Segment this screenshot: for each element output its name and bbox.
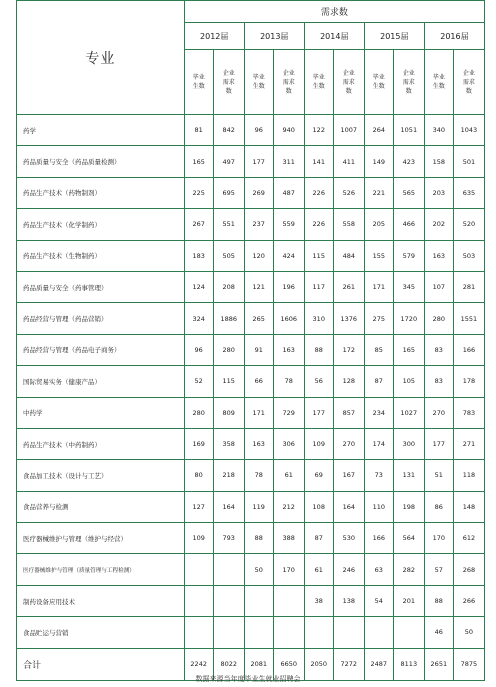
graduates-cell: 270 bbox=[424, 397, 453, 428]
table-row bbox=[17, 428, 485, 459]
graduates-cell: 38 bbox=[304, 585, 333, 616]
demand-cell: 1720 bbox=[393, 303, 424, 334]
demand-cell: 208 bbox=[213, 271, 244, 302]
major-cell: 国际贸易实务（健康产品） bbox=[17, 366, 185, 397]
table-row bbox=[17, 523, 485, 554]
demand-cell: 484 bbox=[333, 240, 364, 271]
graduates-cell: 115 bbox=[304, 240, 333, 271]
demand-cell: 311 bbox=[273, 146, 304, 177]
graduates-cell: 280 bbox=[184, 397, 213, 428]
graduates-cell: 169 bbox=[184, 428, 213, 459]
graduates-cell: 310 bbox=[304, 303, 333, 334]
graduates-cell: 117 bbox=[304, 271, 333, 302]
demand-cell: 198 bbox=[393, 491, 424, 522]
graduates-cell: 61 bbox=[304, 554, 333, 585]
demand-cell: 1051 bbox=[393, 115, 424, 146]
graduates-cell bbox=[304, 617, 333, 648]
major-header: 专业 bbox=[17, 1, 185, 115]
graduates-cell: 2050 bbox=[304, 648, 333, 680]
graduates-cell: 171 bbox=[364, 271, 393, 302]
demand-cell: 212 bbox=[273, 491, 304, 522]
demand-cell: 78 bbox=[273, 366, 304, 397]
graduates-cell: 203 bbox=[424, 177, 453, 208]
table-row bbox=[17, 115, 485, 146]
graduates-cell bbox=[364, 617, 393, 648]
demand-cell: 559 bbox=[273, 209, 304, 240]
graduates-cell: 54 bbox=[364, 585, 393, 616]
major-cell: 药学 bbox=[17, 115, 185, 146]
demand-cell: 857 bbox=[333, 397, 364, 428]
graduates-cell bbox=[244, 617, 273, 648]
graduates-cell: 165 bbox=[184, 146, 213, 177]
graduates-cell: 234 bbox=[364, 397, 393, 428]
graduates-cell: 46 bbox=[424, 617, 453, 648]
major-cell: 医疗器械维护与管理（维护与经营） bbox=[17, 523, 185, 554]
demand-cell: 196 bbox=[273, 271, 304, 302]
company-demand-header: 企业 需求 数 bbox=[453, 50, 484, 115]
demand-cell: 266 bbox=[453, 585, 484, 616]
year-header: 2012届 bbox=[184, 23, 244, 50]
company-demand-header: 企业 需求 数 bbox=[333, 50, 364, 115]
year-header: 2015届 bbox=[364, 23, 424, 50]
graduates-cell: 88 bbox=[304, 334, 333, 365]
graduates-cell: 226 bbox=[304, 177, 333, 208]
demand-cell: 201 bbox=[393, 585, 424, 616]
demand-cell: 280 bbox=[213, 334, 244, 365]
demand-cell: 270 bbox=[333, 428, 364, 459]
demand-cell: 218 bbox=[213, 460, 244, 491]
demand-cell: 164 bbox=[333, 491, 364, 522]
demand-cell: 261 bbox=[333, 271, 364, 302]
year-header: 2016届 bbox=[424, 23, 484, 50]
graduates-cell: 171 bbox=[244, 397, 273, 428]
demand-cell: 167 bbox=[333, 460, 364, 491]
graduates-cell: 2242 bbox=[184, 648, 213, 680]
demand-cell: 172 bbox=[333, 334, 364, 365]
demand-cell: 6650 bbox=[273, 648, 304, 680]
demand-cell: 501 bbox=[453, 146, 484, 177]
graduates-cell: 85 bbox=[364, 334, 393, 365]
demand-cell: 281 bbox=[453, 271, 484, 302]
demand-cell: 118 bbox=[453, 460, 484, 491]
graduates-cell: 166 bbox=[364, 523, 393, 554]
graduates-cell: 69 bbox=[304, 460, 333, 491]
graduates-cell bbox=[184, 585, 213, 616]
graduates-cell: 183 bbox=[184, 240, 213, 271]
graduates-cell: 107 bbox=[424, 271, 453, 302]
demand-cell: 565 bbox=[393, 177, 424, 208]
demand-cell: 7875 bbox=[453, 648, 484, 680]
graduates-cell bbox=[184, 554, 213, 585]
major-cell: 医疗器械维护与管理（质量管理与工程检测） bbox=[17, 554, 185, 585]
demand-cell: 487 bbox=[273, 177, 304, 208]
demand-cell: 612 bbox=[453, 523, 484, 554]
graduates-cell: 221 bbox=[364, 177, 393, 208]
demand-cell: 579 bbox=[393, 240, 424, 271]
graduates-header: 毕业 生数 bbox=[184, 50, 213, 115]
graduates-cell: 83 bbox=[424, 366, 453, 397]
demand-cell: 635 bbox=[453, 177, 484, 208]
graduates-cell: 267 bbox=[184, 209, 213, 240]
table-row bbox=[17, 554, 485, 585]
demand-cell bbox=[393, 617, 424, 648]
demand-cell: 8022 bbox=[213, 648, 244, 680]
demand-cell: 7272 bbox=[333, 648, 364, 680]
demand-cell: 300 bbox=[393, 428, 424, 459]
company-demand-header: 企业 需求 数 bbox=[213, 50, 244, 115]
demand-cell: 695 bbox=[213, 177, 244, 208]
graduates-cell: 56 bbox=[304, 366, 333, 397]
demand-cell: 520 bbox=[453, 209, 484, 240]
graduates-cell: 170 bbox=[424, 523, 453, 554]
demand-cell: 148 bbox=[453, 491, 484, 522]
demand-cell: 61 bbox=[273, 460, 304, 491]
table-row bbox=[17, 460, 485, 491]
demand-cell: 1027 bbox=[393, 397, 424, 428]
major-cell: 药品经营与管理（药品电子商务） bbox=[17, 334, 185, 365]
demand-cell: 505 bbox=[213, 240, 244, 271]
demand-cell: 8113 bbox=[393, 648, 424, 680]
graduates-cell: 177 bbox=[424, 428, 453, 459]
source-caption: 数据来源当年度毕业生就业招聘会 bbox=[195, 675, 301, 683]
demand-cell: 268 bbox=[453, 554, 484, 585]
graduates-cell: 121 bbox=[244, 271, 273, 302]
graduates-cell: 264 bbox=[364, 115, 393, 146]
demand-cell: 1007 bbox=[333, 115, 364, 146]
graduates-cell: 149 bbox=[364, 146, 393, 177]
graduates-cell: 324 bbox=[184, 303, 213, 334]
table-row bbox=[17, 303, 485, 334]
demand-cell: 138 bbox=[333, 585, 364, 616]
table-row bbox=[17, 240, 485, 271]
demand-cell bbox=[213, 585, 244, 616]
demand-cell: 423 bbox=[393, 146, 424, 177]
graduates-cell: 78 bbox=[244, 460, 273, 491]
demand-cell bbox=[273, 617, 304, 648]
demand-cell: 783 bbox=[453, 397, 484, 428]
demand-cell bbox=[273, 585, 304, 616]
graduates-cell: 269 bbox=[244, 177, 273, 208]
graduates-cell: 83 bbox=[424, 334, 453, 365]
graduates-cell: 124 bbox=[184, 271, 213, 302]
demand-cell: 1043 bbox=[453, 115, 484, 146]
demand-cell: 564 bbox=[393, 523, 424, 554]
graduates-cell: 66 bbox=[244, 366, 273, 397]
demand-cell: 729 bbox=[273, 397, 304, 428]
demand-cell: 271 bbox=[453, 428, 484, 459]
demand-cell: 358 bbox=[213, 428, 244, 459]
graduates-cell: 155 bbox=[364, 240, 393, 271]
graduates-cell: 174 bbox=[364, 428, 393, 459]
demand-cell: 940 bbox=[273, 115, 304, 146]
year-header: 2013届 bbox=[244, 23, 304, 50]
graduates-cell: 237 bbox=[244, 209, 273, 240]
graduates-cell: 52 bbox=[184, 366, 213, 397]
graduates-cell: 50 bbox=[244, 554, 273, 585]
demand-cell: 497 bbox=[213, 146, 244, 177]
demand-cell: 170 bbox=[273, 554, 304, 585]
graduates-cell: 88 bbox=[244, 523, 273, 554]
major-cell: 食品营养与检测 bbox=[17, 491, 185, 522]
year-header: 2014届 bbox=[304, 23, 364, 50]
graduates-cell: 280 bbox=[424, 303, 453, 334]
demand-cell: 1606 bbox=[273, 303, 304, 334]
graduates-cell: 226 bbox=[304, 209, 333, 240]
graduates-cell: 88 bbox=[424, 585, 453, 616]
demand-cell: 50 bbox=[453, 617, 484, 648]
graduates-cell: 163 bbox=[424, 240, 453, 271]
graduates-cell: 122 bbox=[304, 115, 333, 146]
major-cell: 药品生产技术（中药制药） bbox=[17, 428, 185, 459]
major-cell: 食品加工技术（设计与工艺） bbox=[17, 460, 185, 491]
graduates-cell: 51 bbox=[424, 460, 453, 491]
demand-cell bbox=[213, 554, 244, 585]
demand-cell: 793 bbox=[213, 523, 244, 554]
graduates-cell: 81 bbox=[184, 115, 213, 146]
demand-cell bbox=[213, 617, 244, 648]
table-row bbox=[17, 397, 485, 428]
major-cell: 药品质量与安全（药品质量检测） bbox=[17, 146, 185, 177]
graduates-cell: 110 bbox=[364, 491, 393, 522]
graduates-cell: 177 bbox=[304, 397, 333, 428]
graduates-header: 毕业 生数 bbox=[364, 50, 393, 115]
graduates-header: 毕业 生数 bbox=[244, 50, 273, 115]
graduates-cell: 177 bbox=[244, 146, 273, 177]
demand-cell: 411 bbox=[333, 146, 364, 177]
demand-cell: 105 bbox=[393, 366, 424, 397]
demand-cell: 165 bbox=[393, 334, 424, 365]
graduates-cell bbox=[184, 617, 213, 648]
demand-cell: 503 bbox=[453, 240, 484, 271]
demand-cell: 166 bbox=[453, 334, 484, 365]
graduates-cell: 265 bbox=[244, 303, 273, 334]
major-cell: 药品生产技术（生物制药） bbox=[17, 240, 185, 271]
demand-cell: 1886 bbox=[213, 303, 244, 334]
graduates-cell: 340 bbox=[424, 115, 453, 146]
demand-cell: 842 bbox=[213, 115, 244, 146]
demand-cell: 388 bbox=[273, 523, 304, 554]
demand-cell: 809 bbox=[213, 397, 244, 428]
demand-cell: 424 bbox=[273, 240, 304, 271]
major-cell: 药品经营与管理（药品营销） bbox=[17, 303, 185, 334]
graduates-cell: 63 bbox=[364, 554, 393, 585]
graduates-cell: 96 bbox=[184, 334, 213, 365]
graduates-cell: 73 bbox=[364, 460, 393, 491]
major-cell: 合计 bbox=[17, 648, 185, 680]
demand-cell: 246 bbox=[333, 554, 364, 585]
major-cell: 药品生产技术（化学制药） bbox=[17, 209, 185, 240]
table-row bbox=[17, 334, 485, 365]
major-cell: 食品贮运与营销 bbox=[17, 617, 185, 648]
graduates-cell: 96 bbox=[244, 115, 273, 146]
graduates-cell: 109 bbox=[304, 428, 333, 459]
demand-cell: 282 bbox=[393, 554, 424, 585]
graduates-cell: 163 bbox=[244, 428, 273, 459]
demand-cell: 551 bbox=[213, 209, 244, 240]
demand-cell: 306 bbox=[273, 428, 304, 459]
demand-cell: 466 bbox=[393, 209, 424, 240]
demand-table bbox=[16, 0, 485, 681]
graduates-cell: 109 bbox=[184, 523, 213, 554]
graduates-header: 毕业 生数 bbox=[304, 50, 333, 115]
table-row bbox=[17, 271, 485, 302]
demand-cell: 128 bbox=[333, 366, 364, 397]
demand-cell bbox=[333, 617, 364, 648]
graduates-cell: 87 bbox=[304, 523, 333, 554]
graduates-header: 毕业 生数 bbox=[424, 50, 453, 115]
demand-cell: 345 bbox=[393, 271, 424, 302]
demand-cell: 164 bbox=[213, 491, 244, 522]
demand-cell: 1551 bbox=[453, 303, 484, 334]
company-demand-header: 企业 需求 数 bbox=[393, 50, 424, 115]
demand-cell: 526 bbox=[333, 177, 364, 208]
graduates-cell: 119 bbox=[244, 491, 273, 522]
graduates-cell: 2487 bbox=[364, 648, 393, 680]
graduates-cell: 80 bbox=[184, 460, 213, 491]
table-row bbox=[17, 585, 485, 616]
graduates-cell bbox=[244, 585, 273, 616]
major-cell: 制药设备应用技术 bbox=[17, 585, 185, 616]
table-row bbox=[17, 366, 485, 397]
graduates-cell: 91 bbox=[244, 334, 273, 365]
major-cell: 药品生产技术（药物制剂） bbox=[17, 177, 185, 208]
demand-cell: 163 bbox=[273, 334, 304, 365]
table-row bbox=[17, 177, 485, 208]
demand-cell: 178 bbox=[453, 366, 484, 397]
table-row bbox=[17, 209, 485, 240]
demand-header: 需求数 bbox=[184, 1, 484, 23]
company-demand-header: 企业 需求 数 bbox=[273, 50, 304, 115]
graduates-cell: 87 bbox=[364, 366, 393, 397]
graduates-cell: 108 bbox=[304, 491, 333, 522]
major-cell: 中药学 bbox=[17, 397, 185, 428]
graduates-cell: 225 bbox=[184, 177, 213, 208]
demand-cell: 530 bbox=[333, 523, 364, 554]
table-row bbox=[17, 491, 485, 522]
graduates-cell: 141 bbox=[304, 146, 333, 177]
graduates-cell: 2081 bbox=[244, 648, 273, 680]
major-cell: 药品质量与安全（药事管理） bbox=[17, 271, 185, 302]
graduates-cell: 275 bbox=[364, 303, 393, 334]
demand-cell: 131 bbox=[393, 460, 424, 491]
graduates-cell: 202 bbox=[424, 209, 453, 240]
graduates-cell: 120 bbox=[244, 240, 273, 271]
table-row bbox=[17, 146, 485, 177]
graduates-cell: 127 bbox=[184, 491, 213, 522]
demand-cell: 558 bbox=[333, 209, 364, 240]
demand-cell: 115 bbox=[213, 366, 244, 397]
graduates-cell: 2651 bbox=[424, 648, 453, 680]
table-row bbox=[17, 617, 485, 648]
graduates-cell: 158 bbox=[424, 146, 453, 177]
graduates-cell: 86 bbox=[424, 491, 453, 522]
demand-cell: 1376 bbox=[333, 303, 364, 334]
graduates-cell: 205 bbox=[364, 209, 393, 240]
graduates-cell: 57 bbox=[424, 554, 453, 585]
